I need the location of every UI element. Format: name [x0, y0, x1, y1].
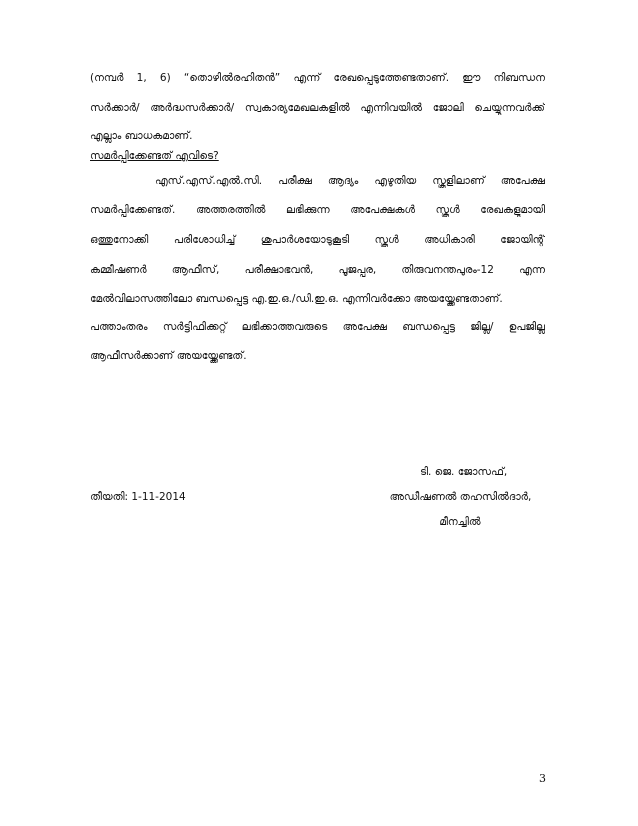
signature-designation: അഡീഷണൽ തഹസിൽദാർ,	[389, 491, 532, 503]
paragraph2-line-5: മേൽവിലാസത്തിലോ ബന്ധപ്പെട്ട എ.ഇ.ഒ./ഡി.ഇ.ഒ. എന്നിവർക്കോ അയയ്ക്കേണ്ടതാണ്.	[90, 293, 503, 305]
signature-name: ടി. ജെ. ജോസഫ്,	[420, 466, 508, 478]
paragraph1-line-1: (നമ്പർ 1, 6) “തൊഴിൽരഹിതൻ” എന്ന് രേഖപ്പെടുത്തേണ്ടതാണ്. ഈ നിബന്ധന	[90, 72, 545, 84]
paragraph2-line-4: കമ്മീഷണർ ആഫീസ്, പരീക്ഷാഭവൻ, പൂജപ്പുര, തിരുവനന്തപുരം-12 എന്ന	[90, 264, 545, 276]
page-number: 3	[539, 772, 546, 785]
paragraph2-line-7: ആഫീസർക്കാണ് അയയ്ക്കേണ്ടത്.	[90, 350, 247, 362]
paragraph2-line-3: ഒത്തുനോക്കി പരിശോധിച്ച് ശുപാർശയോടുകൂടി സ്കൂൾ അധികാരി ജോയിന്റ്	[90, 234, 545, 246]
paragraph2-line-1: എസ്.എസ്.എൽ.സി. പരീക്ഷ ആദ്യം എഴുതിയ സ്കൂളിലാണ് അപേക്ഷ	[155, 175, 545, 187]
signature-office: മീനച്ചിൽ	[439, 516, 481, 528]
paragraph1-line-3: എല്ലാം ബാധകമാണ്.	[90, 130, 193, 142]
date-line: തീയതി: 1-11-2014	[90, 491, 186, 503]
paragraph1-line-2: സർക്കാർ/ അർദ്ധസർക്കാർ/ സ്വകാര്യമേഖലകളിൽ എന്നിവയിൽ ജോലി ചെയ്യുന്നവർക്ക്	[90, 102, 545, 114]
section-heading: സമർപ്പിക്കേണ്ടത് എവിടെ?	[90, 150, 219, 162]
paragraph2-line-6: പത്താംതരം സർട്ടിഫിക്കറ്റ് ലഭിക്കാത്തവരുടെ അപേക്ഷ ബന്ധപ്പെട്ട ജില്ല/ ഉപജില്ല	[90, 321, 545, 333]
paragraph2-line-2: സമർപ്പിക്കേണ്ടത്. അത്തരത്തിൽ ലഭിക്കുന്ന അപേക്ഷകൾ സ്കൂൾ രേഖകളുമായി	[90, 204, 545, 216]
